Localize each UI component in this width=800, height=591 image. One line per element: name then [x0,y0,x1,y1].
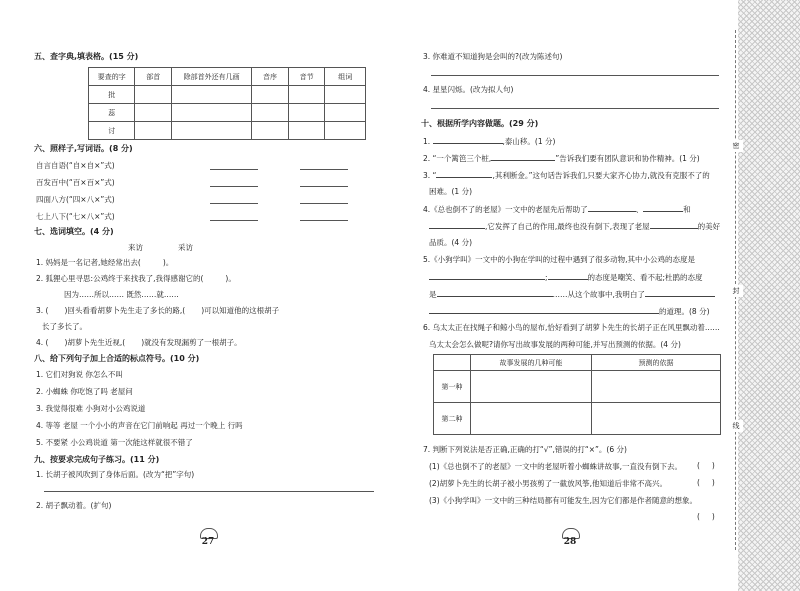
example-item: 百发百中(“百×百×”式) [36,178,115,187]
fill-blank[interactable] [437,288,553,297]
question-7-1: 1. 妈妈是一名记者,她经常出去( )。 [36,258,174,267]
fill-blank[interactable] [645,288,715,297]
table-header: 要查的字 [89,68,135,86]
table-header: 除部首外还有几画 [172,68,252,86]
answer-line[interactable] [210,168,258,170]
page-number: 27 [195,528,221,552]
answer-line[interactable] [210,202,258,204]
question-10-5-cont2: 是 ……从这个故事中,我明白了 [429,288,715,300]
table-cell[interactable] [471,371,592,403]
fill-blank[interactable] [429,220,485,229]
section-8-title: 八、给下列句子加上合适的标点符号。(10 分) [34,354,200,363]
table-header [434,355,471,371]
left-page [0,0,395,591]
table-cell[interactable] [172,122,252,140]
answer-line[interactable] [300,168,348,170]
fill-blank[interactable] [429,305,659,314]
answer-line[interactable] [300,185,348,187]
table-cell[interactable] [325,104,366,122]
binding-margin [738,0,800,591]
section-10-title: 十、根据所学内容做题。(29 分) [421,119,539,128]
answer-line[interactable] [210,185,258,187]
question-10-4: 4.《总也倒不了的老屋》一文中的老屋先后帮助了 、 和 [423,205,691,214]
section-9-title: 九、按要求完成句子练习。(11 分) [34,455,160,464]
fill-blank[interactable] [643,203,683,212]
table-cell[interactable] [172,104,252,122]
table-header: 部首 [135,68,172,86]
question-7-2: 2. 狐狸心里寻思:公鸡终于来找我了,我得感谢它的( )。 [36,274,236,283]
punctuation-item: 2. 小蜘蛛 你吃饱了吗 老屋问 [36,387,133,396]
question-9-1: 1. 长胡子被风吹到了身体后面。(改为“把”字句) [36,470,195,479]
question-10-6-cont: 乌太太会怎么做呢?请你写出故事发展的两种可能,并写出预测的依据。(4 分) [429,340,681,349]
judge-item: (3)《小狗学叫》一文中的三种结局都有可能发生,因为它们都是作者随意的想象。 [429,496,698,505]
section-6-title: 六、照样子,写词语。(8 分) [34,144,133,153]
table-header: 故事发展的几种可能 [471,355,592,371]
table-cell[interactable] [288,104,325,122]
fill-blank[interactable] [491,152,555,161]
section-7-title: 七、选词填空。(4 分) [34,227,114,236]
answer-paren[interactable]: ( ) [697,461,715,470]
conjunction-options: 因为……所以…… 既然……就…… [64,290,179,299]
table-header: 音序 [252,68,289,86]
table-header: 组词 [325,68,366,86]
section-5-title: 五、查字典,填表格。(15 分) [34,52,139,61]
table-cell[interactable] [592,403,721,435]
question-10-5: 5.《小狗学叫》一文中的小狗在学叫的过程中遇到了很多动物,其中小公鸡的态度是 [423,255,696,264]
punctuation-item: 5. 不要紧 小公鸡说道 第一次能这样就很不错了 [36,438,193,447]
answer-paren[interactable]: ( ) [697,478,715,487]
fill-blank[interactable] [548,271,588,280]
table-cell: 批 [89,86,135,104]
page-number: 28 [557,528,583,552]
question-10-5-end: 的道理。(8 分) [429,305,710,317]
table-row-label: 第二种 [434,403,471,435]
dictionary-table [88,67,366,140]
question-10-4-end: 品质。(4 分) [429,238,473,247]
table-header: 音节 [288,68,325,86]
seal-char: 线 [729,420,743,432]
punctuation-item: 1. 它们对狗说 你怎么不叫 [36,370,123,379]
answer-line[interactable] [210,219,258,221]
table-cell[interactable] [135,104,172,122]
table-cell[interactable] [592,371,721,403]
question-10-3: 3. “ ,其利断金。”这句话告诉我们,只要大家齐心协力,就没有克服不了的 [423,171,710,180]
question-7-4: 4. ( )胡萝卜先生近视,( )就没有发现漏剪了一根胡子。 [36,338,242,347]
question-7-3-cont: 长了多长了。 [42,322,87,331]
table-cell: 讨 [89,122,135,140]
example-item: 四面八方(“四×八×”式) [36,195,115,204]
table-row-label: 第一种 [434,371,471,403]
question-9-2: 2. 胡子飘动着。(扩句) [36,501,112,510]
table-cell[interactable] [471,403,592,435]
answer-paren[interactable]: ( ) [697,512,715,521]
question-10-7: 7. 判断下列说法是否正确,正确的打“√”,错误的打“×”。(6 分) [423,445,627,454]
answer-line[interactable] [44,490,374,492]
seal-char: 封 [729,285,743,297]
question-9-3: 3. 你难道不知道狗是会叫的?(改为陈述句) [423,52,563,61]
question-10-6: 6. 乌太太正在找绳子和鲸小鸟的屋布,恰好看到了胡萝卜先生的长胡子正在风里飘动着…… [423,323,720,332]
table-cell[interactable] [288,122,325,140]
example-item: 自言自语(“自×自×”式) [36,161,115,170]
question-9-4: 4. 星星闪烁。(改为拟人句) [423,85,514,94]
prediction-table [433,354,721,435]
table-cell[interactable] [252,86,289,104]
fill-blank[interactable] [433,135,503,144]
answer-line[interactable] [431,107,719,109]
fill-blank[interactable] [429,271,545,280]
question-7-3: 3. ( )回头看看胡萝卜先生走了多长的路,( )可以知道他的这根胡子 [36,306,280,315]
table-cell: 蕊 [89,104,135,122]
word-option: 来访 [128,243,143,252]
answer-line[interactable] [300,219,348,221]
fill-blank[interactable] [588,203,636,212]
table-header: 预测的依据 [592,355,721,371]
question-10-4-cont: ,它发挥了自己的作用,最终也没有倒下,表现了老屋 的美好 [429,220,720,232]
table-cell[interactable] [135,122,172,140]
answer-line[interactable] [431,74,719,76]
judge-item: (2)胡萝卜先生的长胡子被小男孩剪了一截放风筝,他知道后非常不高兴。 [429,479,668,488]
word-option: 采访 [178,243,193,252]
punctuation-item: 3. 我觉得很难 小狗对小公鸡说道 [36,404,146,413]
question-10-5-cont: ; 的态度是嘲笑、看不起;杜鹃的态度 [429,271,703,283]
table-cell[interactable] [325,86,366,104]
table-cell[interactable] [135,86,172,104]
fill-blank[interactable] [436,169,492,178]
answer-line[interactable] [300,202,348,204]
table-cell[interactable] [252,122,289,140]
example-item: 七上八下(“七×八×”式) [36,212,115,221]
question-10-3-cont: 困难。(1 分) [429,187,473,196]
fill-blank[interactable] [650,220,698,229]
question-10-2: 2. “一个篱笆三个桩, ”告诉我们要有团队意识和协作精神。(1 分) [423,154,700,163]
table-cell[interactable] [325,122,366,140]
table-cell[interactable] [288,86,325,104]
judge-item: (1)《总也倒不了的老屋》一文中的老屋听着小蜘蛛讲故事,一直没有倒下去。 [429,462,683,471]
table-cell[interactable] [252,104,289,122]
table-cell[interactable] [172,86,252,104]
seal-char: 密 [729,140,743,152]
question-10-1: 1. ,泰山移。(1 分) [423,137,556,146]
right-page [405,0,735,591]
punctuation-item: 4. 等等 老屋 一个小小的声音在它门前响起 再过一个晚上 行吗 [36,421,243,430]
